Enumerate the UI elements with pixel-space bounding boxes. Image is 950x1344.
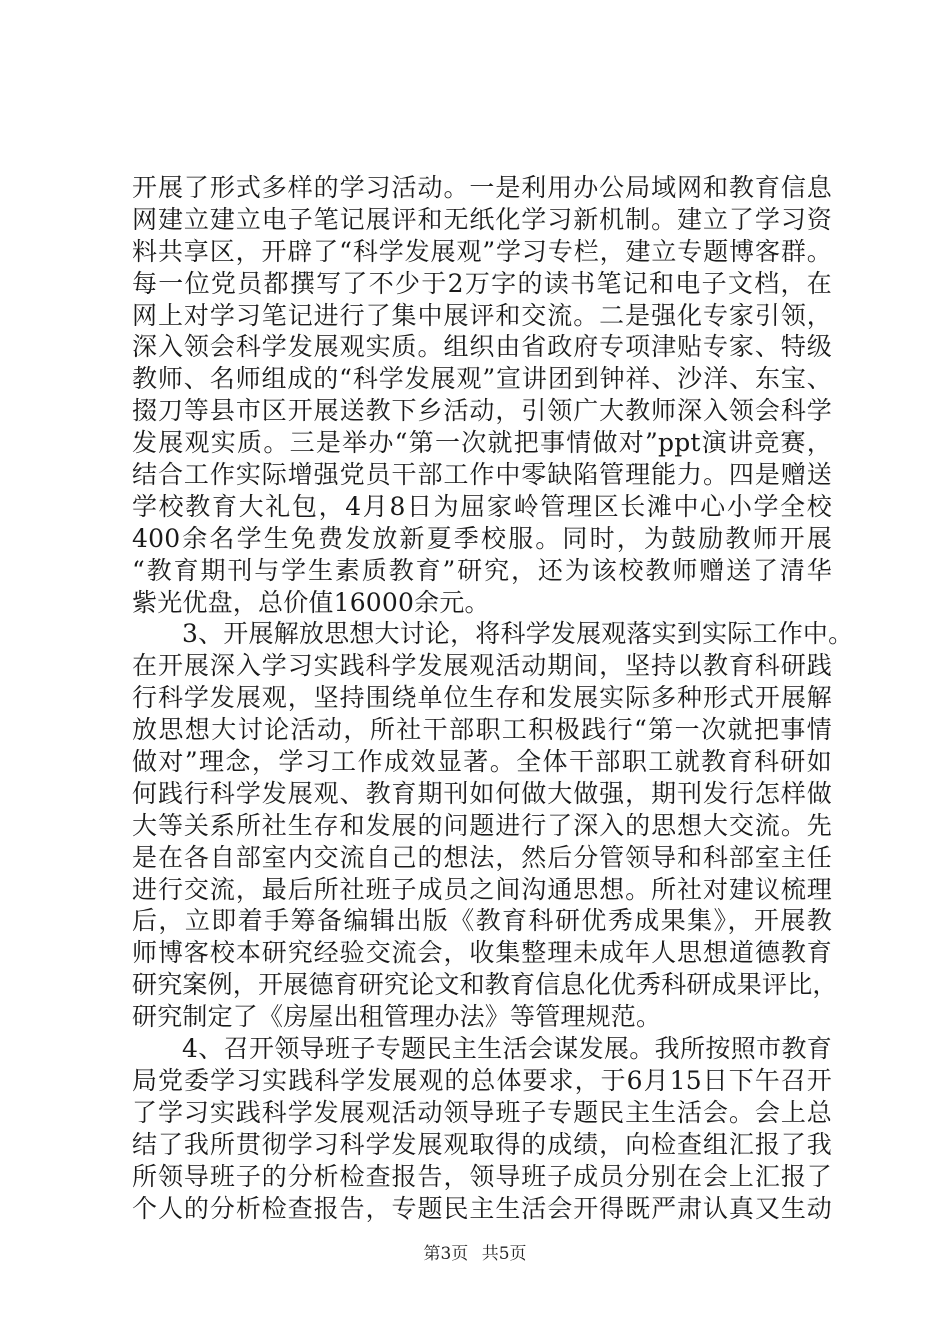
text-line: 了学习实践科学发展观活动领导班子专题民主生活会。会上总 [132, 1097, 832, 1127]
body-text [132, 172, 854, 1224]
text-line: 400余名学生免费发放新夏季校服。同时，为鼓励教师开展 [132, 523, 832, 553]
text-line: 结合工作实际增强党员干部工作中零缺陷管理能力。四是赠送 [132, 460, 832, 490]
text-line: 深入领会科学发展观实质。组织由省政府专项津贴专家、特级 [132, 332, 832, 362]
text-line: 在开展深入学习实践科学发展观活动期间，坚持以教育科研践 [132, 651, 832, 681]
text-line: 后，立即着手筹备编辑出版《教育科研优秀成果集》，开展教 [132, 906, 832, 936]
text-line: 大等关系所社生存和发展的问题进行了深入的思想大交流。先 [132, 810, 832, 840]
page-number: 第3页 [423, 1244, 469, 1264]
text-line: 3、开展解放思想大讨论，将科学发展观落实到实际工作中。 [182, 619, 854, 649]
text-line: 行科学发展观，坚持围绕单位生存和发展实际多种形式开展解 [132, 683, 832, 713]
text-line: 研究制定了《房屋出租管理办法》等管理规范。 [132, 1002, 662, 1032]
text-line: 发展观实质。三是举办“第一次就把事情做对”ppt演讲竞赛， [132, 428, 832, 458]
text-line: 结了我所贯彻学习科学发展观取得的成绩，向检查组汇报了我 [132, 1129, 832, 1159]
text-line: 料共享区，开辟了“科学发展观”学习专栏，建立专题博客群。 [132, 236, 832, 266]
text-line: 是在各自部室内交流自己的想法，然后分管领导和科部室主任 [132, 842, 832, 872]
text-line: 师博客校本研究经验交流会，收集整理未成年人思想道德教育 [132, 938, 832, 968]
text-line: 所领导班子的分析检查报告，领导班子成员分别在会上汇报了 [132, 1161, 832, 1191]
text-line: 4、召开领导班子专题民主生活会谋发展。我所按照市教育 [182, 1034, 832, 1064]
text-line: “教育期刊与学生素质教育”研究，还为该校教师赠送了清华 [132, 555, 832, 585]
text-line: 紫光优盘，总价值16000余元。 [132, 587, 490, 617]
text-line: 网上对学习笔记进行了集中展评和交流。二是强化专家引领， [132, 300, 832, 330]
text-line: 局党委学习实践科学发展观的总体要求，于6月15日下午召开 [132, 1065, 832, 1095]
page-total: 共5页 [481, 1244, 527, 1264]
text-line: 教师、名师组成的“科学发展观”宣讲团到钟祥、沙洋、东宝、 [132, 364, 832, 394]
text-line: 开展了形式多样的学习活动。一是利用办公局域网和教育信息 [132, 173, 832, 202]
text-line: 放思想大讨论活动，所社干部职工积极践行“第一次就把事情 [132, 715, 832, 745]
page-footer [0, 1243, 950, 1265]
text-line: 个人的分析检查报告，专题民主生活会开得既严肃认真又生动 [132, 1193, 832, 1223]
text-line: 做对”理念，学习工作成效显著。全体干部职工就教育科研如 [132, 747, 832, 777]
text-line: 进行交流，最后所社班子成员之间沟通思想。所社对建议梳理 [132, 874, 832, 904]
text-line: 何践行科学发展观、教育期刊如何做大做强，期刊发行怎样做 [132, 778, 832, 808]
text-line: 学校教育大礼包，4月8日为屈家岭管理区长滩中心小学全校 [132, 491, 832, 521]
text-line: 网建立建立电子笔记展评和无纸化学习新机制。建立了学习资 [132, 204, 832, 234]
text-line: 掇刀等县市区开展送教下乡活动，引领广大教师深入领会科学 [132, 396, 832, 426]
text-line: 研究案例，开展德育研究论文和教育信息化优秀科研成果评比， [132, 970, 838, 1000]
text-line: 每一位党员都撰写了不少于2万字的读书笔记和电子文档，在 [132, 268, 832, 298]
